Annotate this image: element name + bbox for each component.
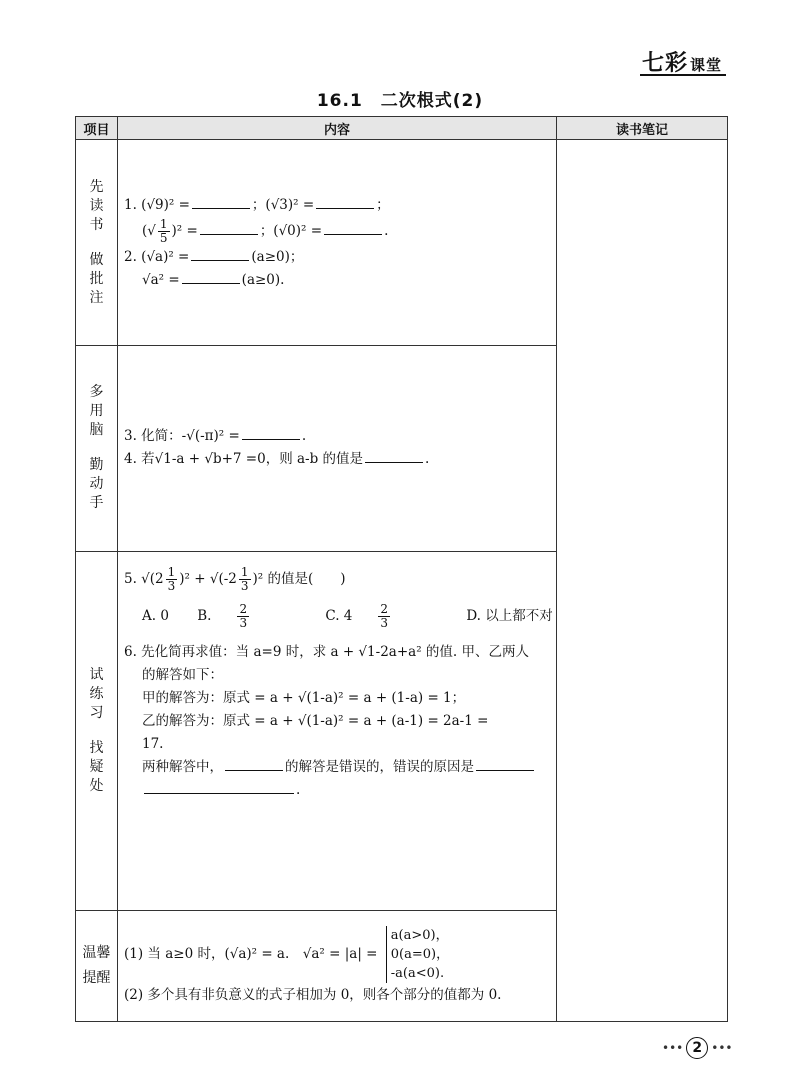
brand-underline — [640, 74, 726, 76]
question-6-line1: 6. 先化简再求值：当 a=9 时，求 a + √1-2a+a² 的值. 甲、乙两人 — [124, 643, 529, 660]
header-content: 内容 — [118, 117, 557, 140]
section-content — [118, 346, 557, 552]
header-item: 项目 — [76, 117, 118, 140]
option-c[interactable]: C. 4 $\frac{2}{3}$ — [325, 601, 389, 630]
question-2-line2: √a² = (a≥0). — [142, 271, 285, 288]
section-label: 温馨 提醒 — [76, 911, 118, 1022]
answer-blank[interactable] — [191, 248, 249, 261]
question-6-line4: 乙的解答为：原式 = a + √(1-a)² = a + (a-1) = 2a-1 = — [142, 712, 489, 729]
section-content — [118, 551, 557, 910]
answer-blank[interactable] — [225, 758, 283, 771]
tip-2: (2) 多个具有非负意义的式子相加为 0，则各个部分的值都为 0. — [124, 987, 502, 1003]
table-header-row — [76, 117, 728, 140]
question-6-line3: 甲的解答为：原式 = a + √(1-a)² = a + (1-a) = 1； — [142, 689, 466, 706]
answer-blank[interactable] — [200, 222, 258, 235]
question-6-line7: . — [142, 780, 556, 801]
answer-blank[interactable] — [192, 196, 250, 209]
option-b[interactable]: B. $\frac{2}{3}$ — [197, 601, 248, 630]
notes-area[interactable] — [557, 140, 728, 1022]
page-number: ••• 2 ••• — [662, 1037, 732, 1059]
question-3: 3. 化简：-√(-π)² = . — [124, 428, 307, 445]
table-row — [76, 140, 728, 346]
answer-blank[interactable] — [144, 781, 294, 794]
question-1-line2: (√ $\frac{1}{5}$ )² = ；(√0)² = . — [142, 216, 389, 245]
answer-blank[interactable] — [242, 427, 300, 440]
piecewise-brace: a(a>0)， 0(a=0)， -a(a<0). — [386, 926, 449, 983]
brand-suffix: 课堂 — [690, 56, 723, 74]
question-1-line1: 1. (√9)² = ；(√3)² = ； — [124, 196, 390, 213]
answer-blank[interactable] — [324, 222, 382, 235]
answer-blank[interactable] — [365, 450, 423, 463]
question-6-line2: 的解答如下： — [142, 666, 223, 683]
option-d[interactable]: D. 以上都不对 — [466, 607, 553, 624]
question-5: 5. √(2 $\frac{1}{3}$ )² + √(-2 $\frac{1}{3}$ )² 的值是( ) — [124, 564, 346, 593]
question-2-line1: 2. (√a)² = (a≥0)； — [124, 248, 304, 265]
brand-logo — [642, 46, 722, 77]
header-notes: 读书笔记 — [557, 117, 728, 140]
section-label: 先 读 书 做 批 注 — [76, 140, 118, 346]
question-6-line5: 17. — [142, 735, 164, 752]
section-content — [118, 911, 557, 1022]
section-content — [118, 140, 557, 346]
page-title: 16.1 二次根式(2) — [316, 91, 484, 111]
option-a[interactable]: A. 0 — [142, 607, 169, 624]
question-6-line6: 两种解答中， 的解答是错误的，错误的原因是 — [142, 757, 556, 778]
question-5-options — [142, 603, 556, 630]
tip-1: (1) 当 a≥0 时，(√a)² = a. √a² = |a| = a(a>0)， 0(a=0)， -a(a<0). — [124, 928, 450, 981]
section-label: 试 练 习 找 疑 处 — [76, 551, 118, 910]
answer-blank[interactable] — [476, 758, 534, 771]
answer-blank[interactable] — [182, 271, 240, 284]
brand-main: 七彩 — [642, 51, 689, 76]
section-label: 多 用 脑 勤 动 手 — [76, 346, 118, 552]
worksheet-table — [75, 116, 728, 1022]
question-4: 4. 若√1-a + √b+7 =0，则 a-b 的值是 . — [124, 451, 430, 468]
answer-blank[interactable] — [316, 196, 374, 209]
